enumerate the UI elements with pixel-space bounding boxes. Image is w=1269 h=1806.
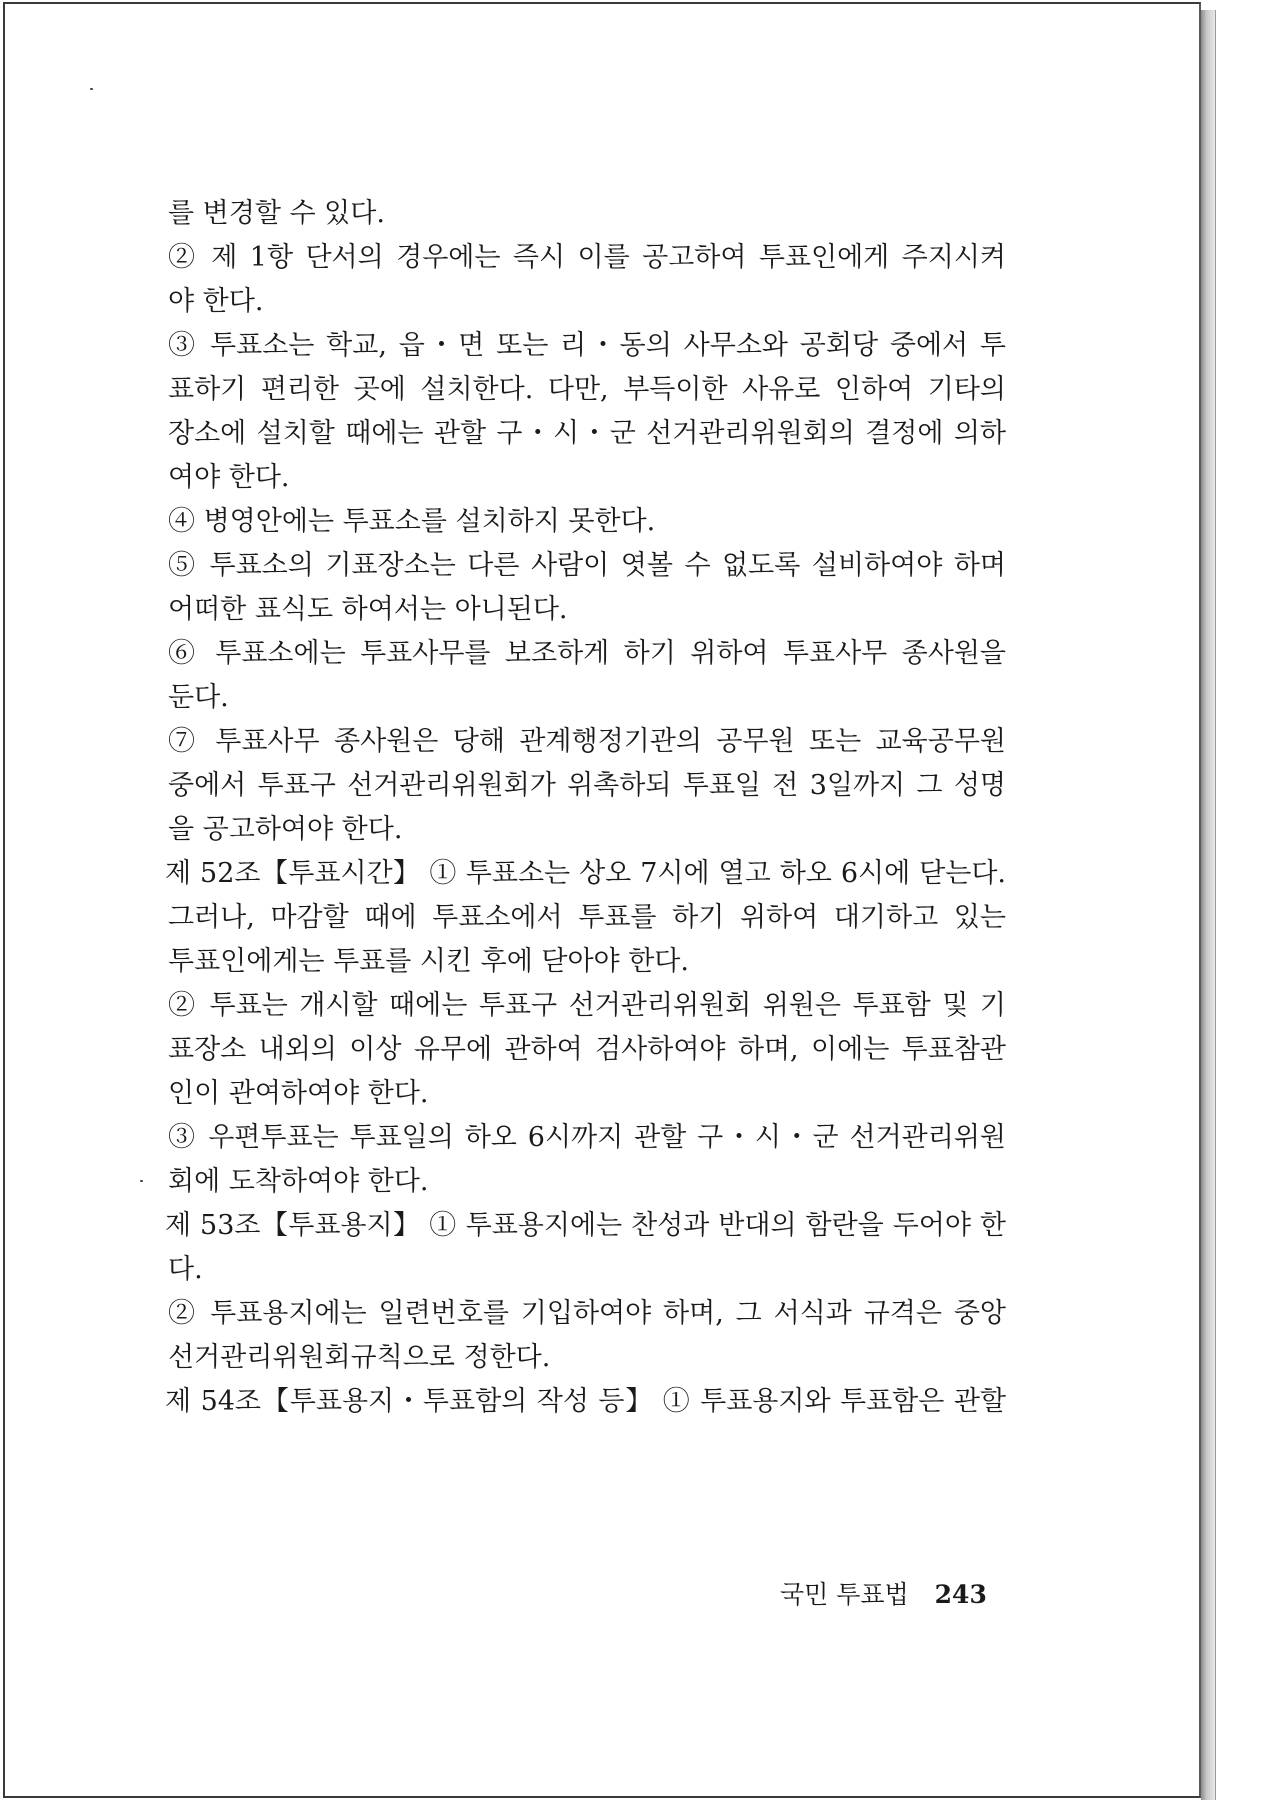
page-number: 243	[934, 1580, 987, 1609]
article-heading-line	[165, 852, 1006, 896]
text-line	[168, 1292, 1006, 1336]
line-text: 어떠한 표식도 하여서는 아니된다.	[168, 594, 568, 625]
running-title: 국민 투표법	[780, 1580, 909, 1609]
line-text: 인이 관여하여야 한다.	[168, 1078, 429, 1109]
text-line	[168, 764, 1006, 808]
text-line	[168, 632, 1006, 676]
page-edge-shadow	[1201, 10, 1216, 1800]
text-line	[168, 280, 1006, 324]
line-text: ⑥ 투표소에는 투표사무를 보조하게 하기 위하여 투표사무 종사원을	[168, 638, 1006, 669]
line-text: 표하기 편리한 곳에 설치한다. 다만, 부득이한 사유로 인하여 기타의	[168, 374, 1006, 405]
page-footer	[780, 1575, 1020, 1615]
text-line	[168, 412, 1006, 456]
text-line	[168, 984, 1006, 1028]
text-line	[168, 456, 1006, 500]
text-line	[168, 236, 1006, 280]
line-text: ② 투표용지에는 일련번호를 기입하여야 하며, 그 서식과 규격은 중앙	[168, 1298, 1006, 1329]
text-line	[168, 1116, 1006, 1160]
line-text: ④ 병영안에는 투표소를 설치하지 못한다.	[168, 506, 656, 537]
line-text: 중에서 투표구 선거관리위원회가 위촉하되 투표일 전 3일까지 그 성명	[168, 770, 1006, 801]
text-line	[168, 676, 1006, 720]
line-text: 장소에 설치할 때에는 관할 구・시・군 선거관리위원회의 결정에 의하	[168, 418, 1006, 449]
text-line	[168, 1336, 1006, 1380]
text-line	[168, 192, 1006, 236]
scan-speck	[90, 88, 93, 90]
text-line	[168, 940, 1006, 984]
article-heading-line	[165, 1204, 1006, 1248]
line-text: 제 52조【투표시간】 ① 투표소는 상오 7시에 열고 하오 6시에 닫는다.	[165, 858, 1006, 889]
line-text: 다.	[168, 1254, 203, 1285]
text-line	[168, 720, 1006, 764]
article-heading-line	[165, 1380, 1006, 1424]
text-line	[168, 1028, 1006, 1072]
line-text: 제 54조【투표용지・투표함의 작성 등】 ① 투표용지와 투표함은 관할	[165, 1386, 1006, 1417]
line-text: 를 변경할 수 있다.	[168, 198, 385, 229]
statute-text	[165, 192, 1006, 1424]
line-text: 둔다.	[168, 682, 229, 713]
line-text: ⑤ 투표소의 기표장소는 다른 사람이 엿볼 수 없도록 설비하여야 하며	[168, 550, 1006, 581]
text-line	[168, 1072, 1006, 1116]
line-text: ⑦ 투표사무 종사원은 당해 관계행정기관의 공무원 또는 교육공무원	[168, 726, 1006, 757]
text-line	[168, 324, 1006, 368]
line-text: 회에 도착하여야 한다.	[168, 1166, 429, 1197]
line-text: ③ 투표소는 학교, 읍・면 또는 리・동의 사무소와 공회당 중에서 투	[168, 330, 1006, 361]
text-line	[168, 368, 1006, 412]
line-text: 을 공고하여야 한다.	[168, 814, 403, 845]
line-text: ③ 우편투표는 투표일의 하오 6시까지 관할 구・시・군 선거관리위원	[168, 1122, 1006, 1153]
text-line	[168, 1160, 1006, 1204]
line-text: ② 제 1항 단서의 경우에는 즉시 이를 공고하여 투표인에게 주지시켜	[168, 242, 1006, 273]
line-text: ② 투표는 개시할 때에는 투표구 선거관리위원회 위원은 투표함 및 기	[168, 990, 1006, 1021]
text-line	[168, 808, 1006, 852]
text-line	[168, 500, 1006, 544]
line-text: 표장소 내외의 이상 유무에 관하여 검사하여야 하며, 이에는 투표참관	[168, 1034, 1006, 1065]
line-text: 야 한다.	[168, 286, 264, 317]
scan-speck	[140, 1180, 143, 1182]
text-line	[168, 896, 1006, 940]
text-line	[168, 1248, 1006, 1292]
line-text: 투표인에게는 투표를 시킨 후에 닫아야 한다.	[168, 946, 689, 977]
line-text: 선거관리위원회규칙으로 정한다.	[168, 1342, 551, 1373]
line-text: 여야 한다.	[168, 462, 290, 493]
line-text: 그러나, 마감할 때에 투표소에서 투표를 하기 위하여 대기하고 있는	[168, 902, 1006, 933]
text-line	[168, 588, 1006, 632]
line-text: 제 53조【투표용지】 ① 투표용지에는 찬성과 반대의 함란을 두어야 한	[165, 1210, 1006, 1241]
text-line	[168, 544, 1006, 588]
